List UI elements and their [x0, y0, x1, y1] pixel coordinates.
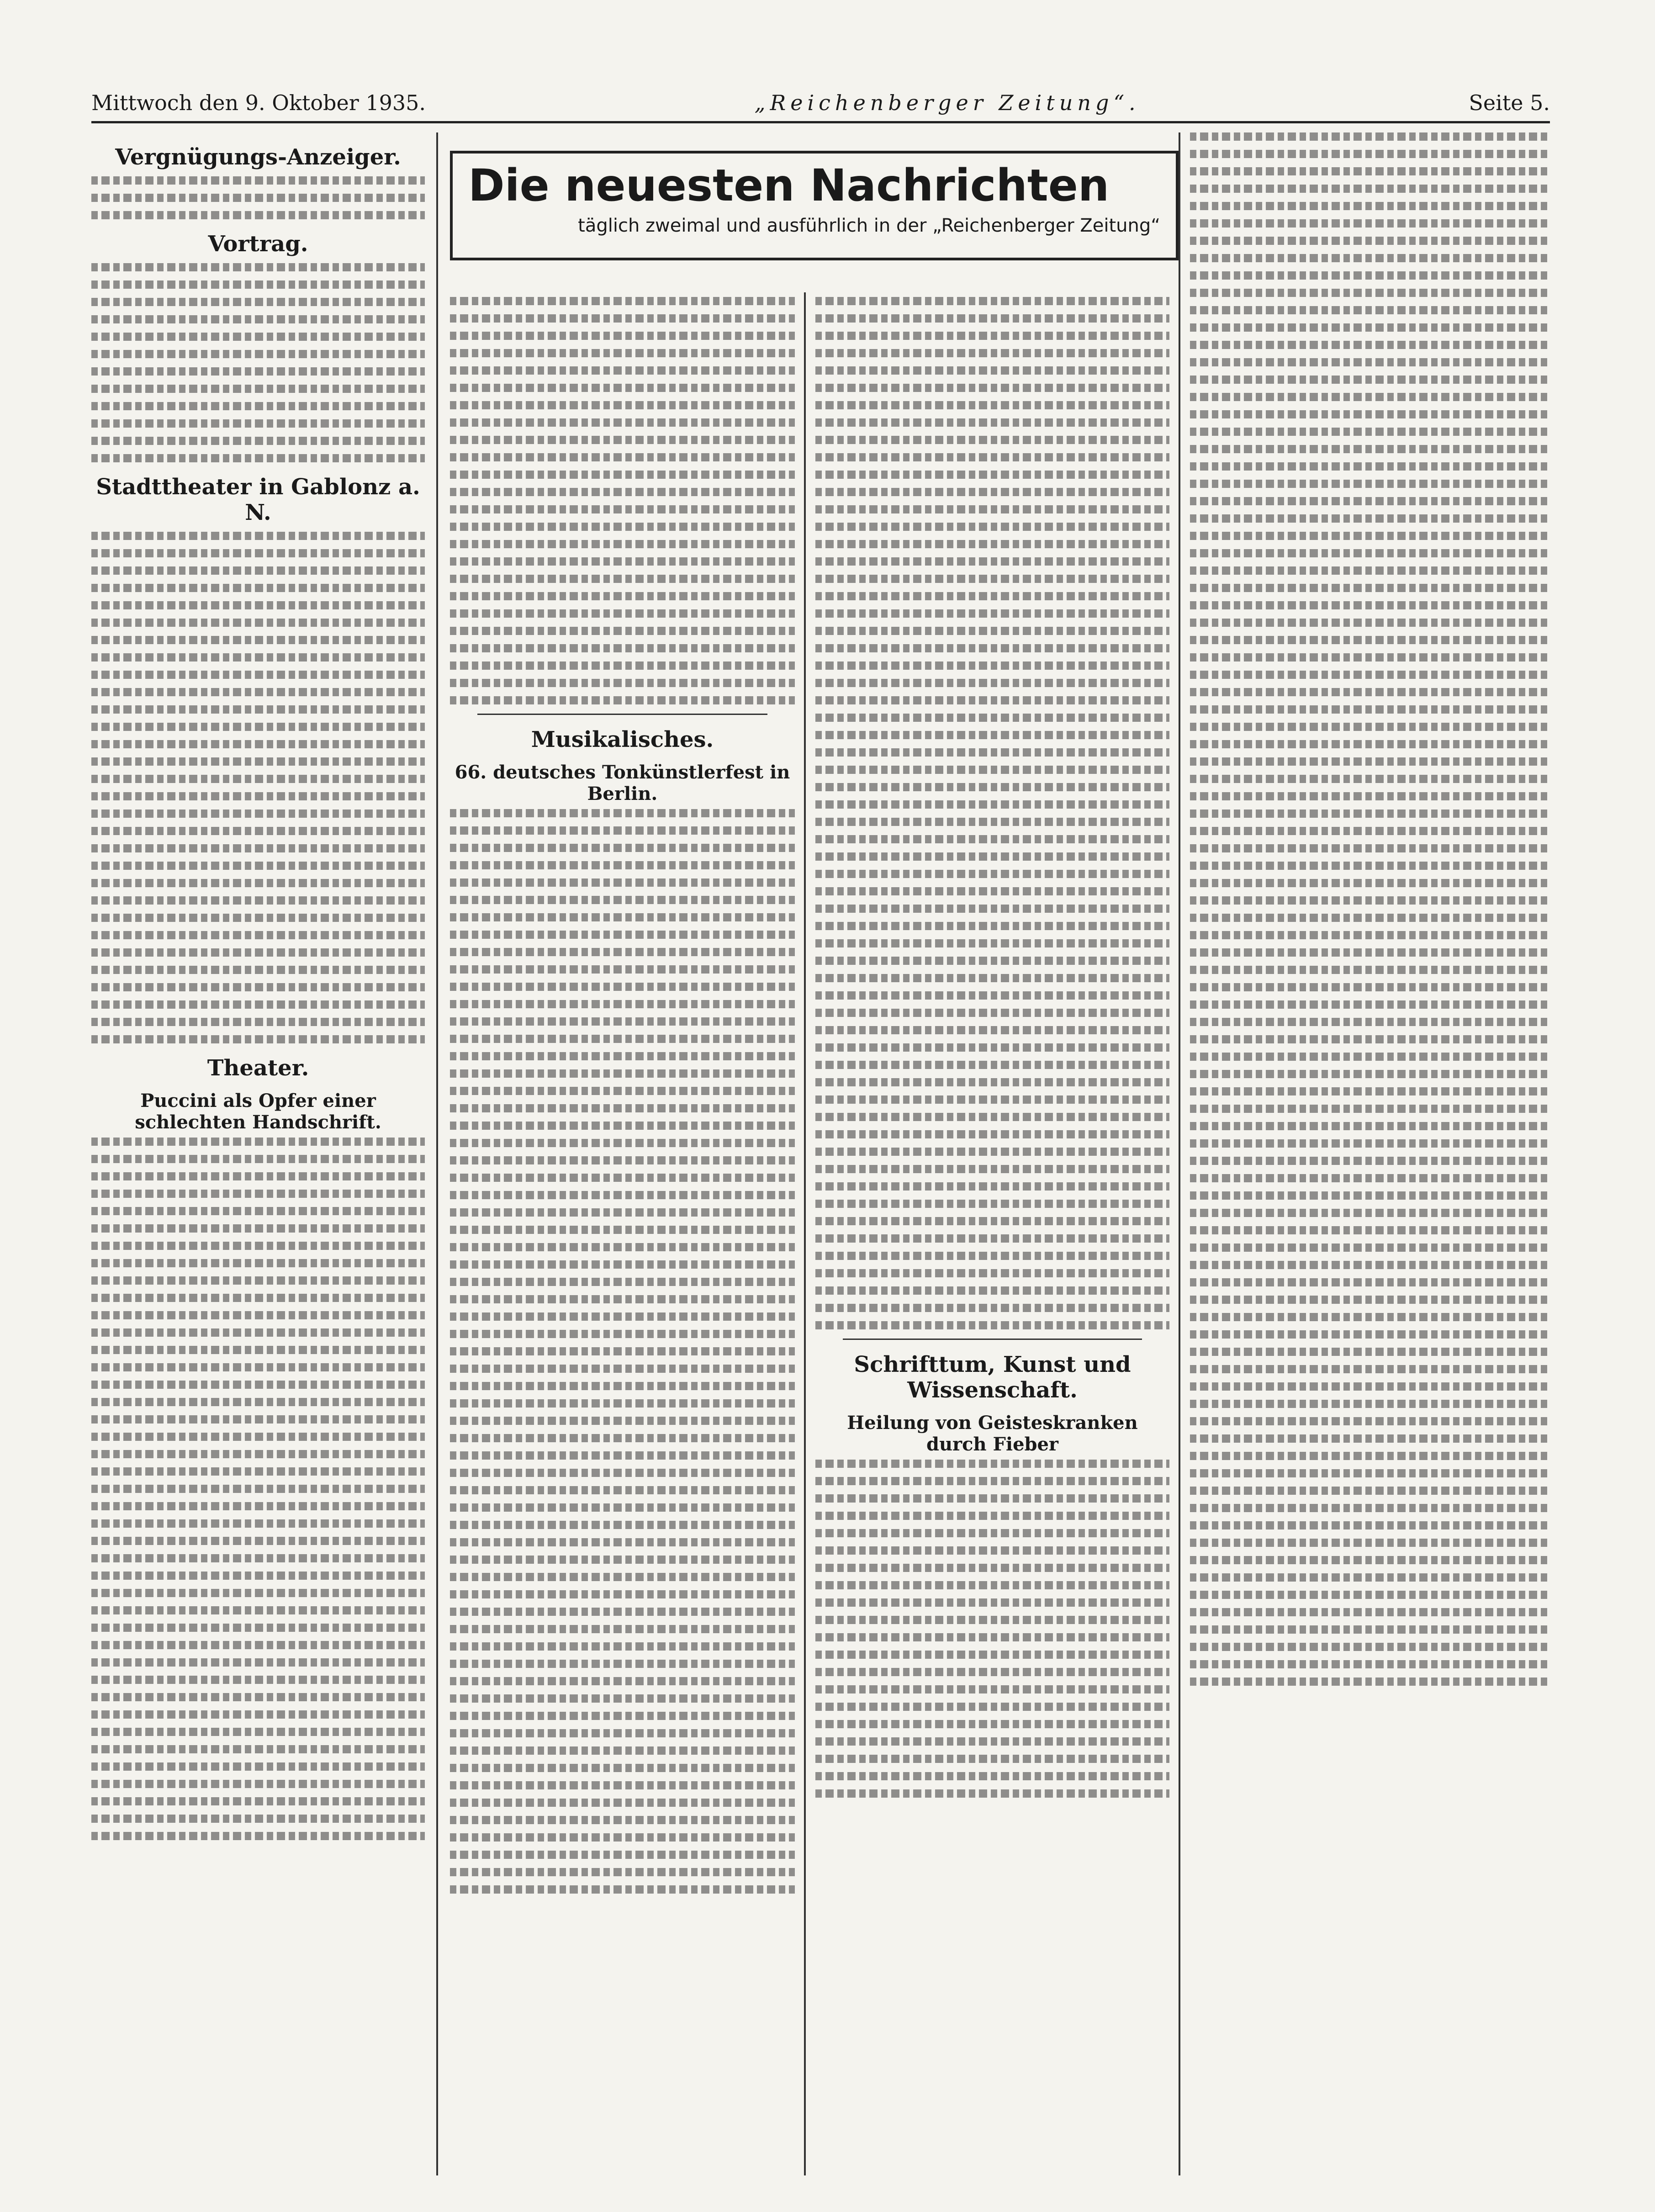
- column-rule: [1179, 132, 1180, 2175]
- article-body: [91, 263, 425, 462]
- section-heading: Theater.: [207, 1055, 309, 1081]
- article-body: [91, 532, 425, 1043]
- column-2: [450, 297, 795, 2175]
- banner-subline: täglich zweimal und ausführlich in der „Reichenberger Zeitung“: [578, 215, 1160, 236]
- article-heading: Heilung von Geisteskranken durch Fieber: [847, 1412, 1138, 1455]
- section-heading: Stadttheater in Gablonz a. N.: [96, 474, 420, 525]
- masthead-date: Mittwoch den 9. Oktober 1935.: [91, 90, 426, 115]
- masthead-page: Seite 5.: [1469, 90, 1550, 115]
- article-body: [815, 1460, 1169, 1798]
- section-heading: Musikalisches.: [531, 727, 714, 752]
- section-heading: Vergnügungs-Anzeiger.: [115, 144, 401, 170]
- masthead-title: „Reichenberger Zeitung“.: [754, 90, 1140, 115]
- column-rule: [436, 132, 438, 2175]
- article-heading: 66. deutsches Tonkünstlerfest in Berlin.: [455, 762, 790, 804]
- section-heading: Schrifttum, Kunst und Wissenschaft.: [854, 1352, 1131, 1403]
- article-heading: Puccini als Opfer einer schlechten Handschrift.: [135, 1090, 381, 1133]
- column-4: [1190, 132, 1551, 2175]
- article-body: [1190, 132, 1551, 1686]
- article-body: [450, 809, 795, 1894]
- divider: [477, 714, 767, 715]
- banner-box: [450, 151, 1179, 260]
- article-body: [91, 176, 425, 219]
- column-3: [815, 297, 1169, 2175]
- divider: [843, 1339, 1142, 1340]
- column-1: [91, 132, 425, 2175]
- masthead: [91, 85, 1550, 123]
- article-body: [815, 297, 1169, 1329]
- section-heading: Vortrag.: [208, 231, 308, 257]
- banner-headline: Die neuesten Nachrichten: [468, 160, 1110, 211]
- column-rule: [804, 292, 806, 2175]
- article-body: [91, 1138, 425, 1840]
- article-body: [450, 297, 795, 704]
